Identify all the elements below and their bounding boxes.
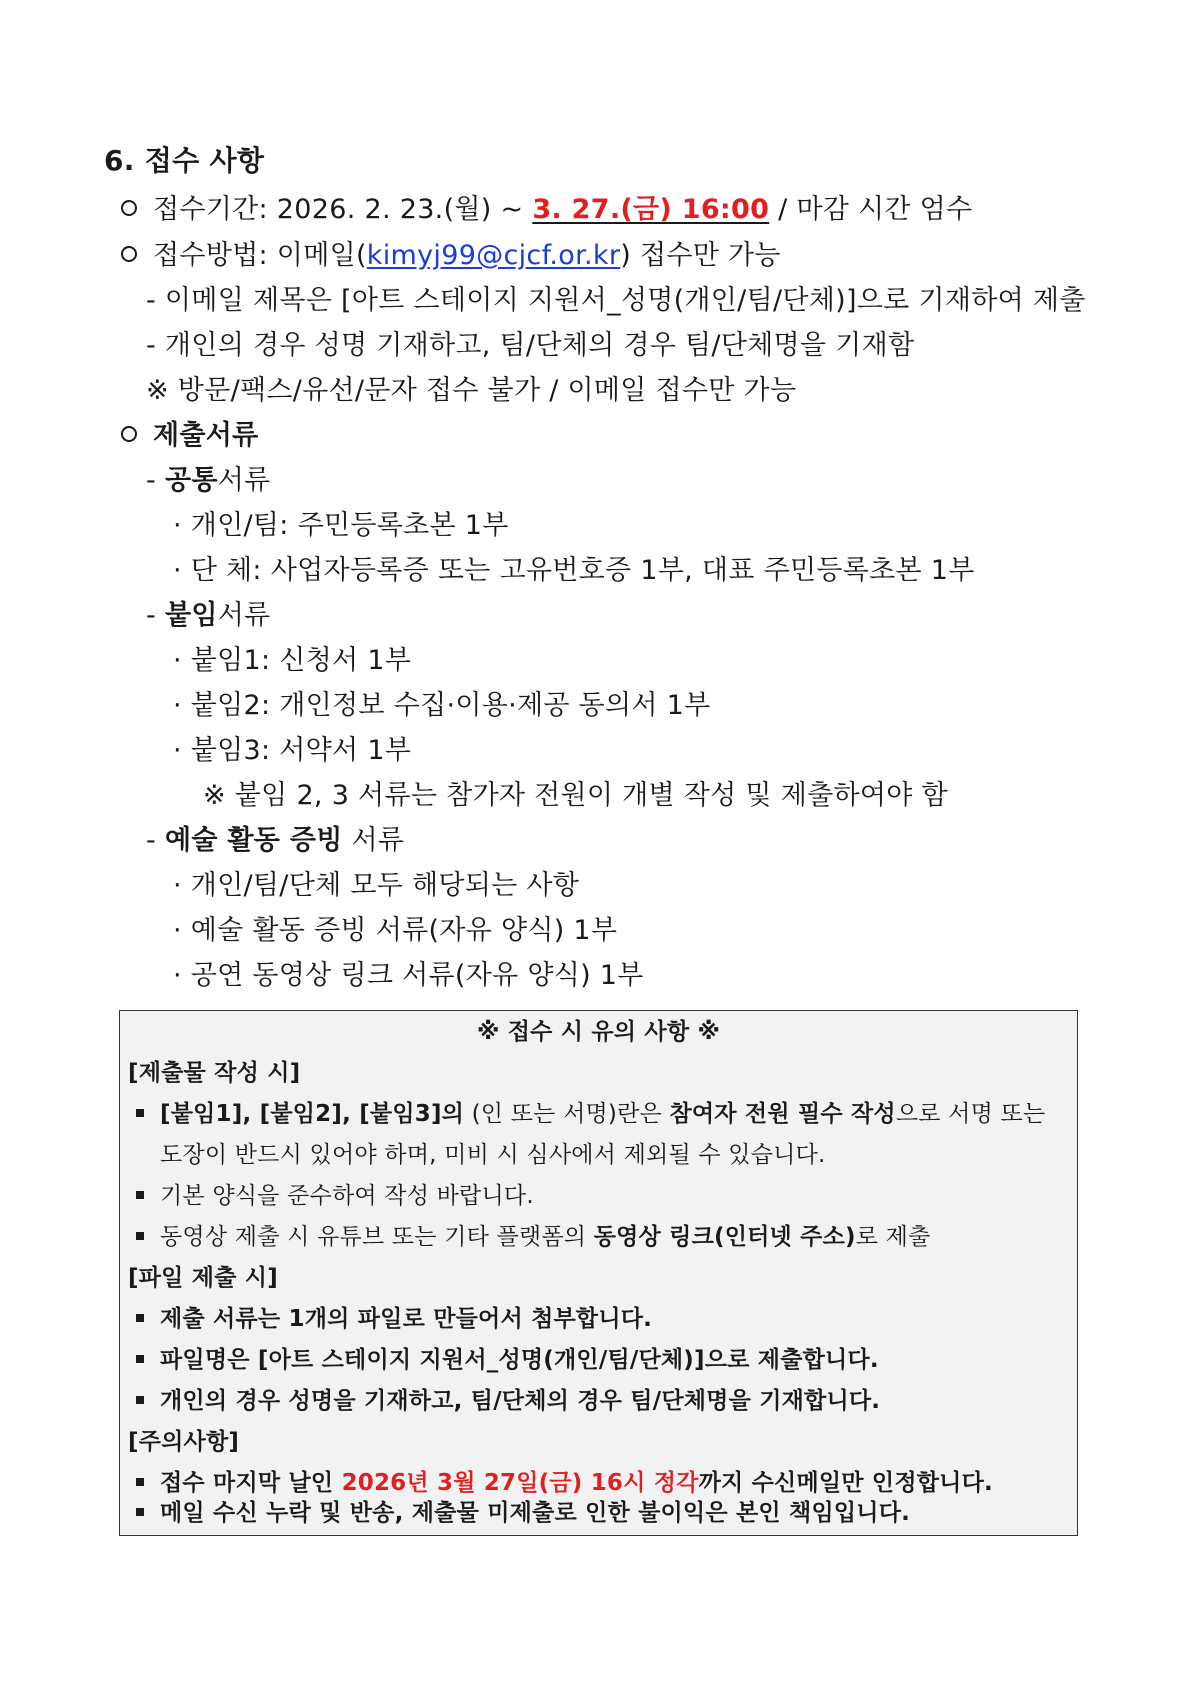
- period-deadline: 3. 27.(금) 16:00: [532, 194, 770, 225]
- attach-bold: 붙임: [164, 600, 218, 631]
- art-bold: 예술 활동 증빙: [164, 825, 343, 856]
- common-bold: 공통: [164, 465, 218, 496]
- period-line: [121, 193, 972, 227]
- file-item-2: [136, 1345, 879, 1375]
- c1-end: 까지 수신메일만 인정합니다.: [698, 1470, 993, 1496]
- square-bullet-icon: [136, 1478, 144, 1486]
- period-label: 접수기간: 2026. 2. 23.(월) ~: [153, 194, 533, 225]
- c1-pre: 접수 마지막 날인: [160, 1470, 342, 1496]
- write-heading: [제출물 작성 시]: [128, 1060, 301, 1086]
- art-item-3: · 공연 동영상 링크 서류(자유 양식) 1부: [173, 960, 644, 991]
- square-bullet-icon: [136, 1109, 144, 1117]
- dash: -: [146, 465, 165, 496]
- caution-item-1: [136, 1468, 993, 1498]
- period-suffix: / 마감 시간 엄수: [769, 194, 973, 225]
- notice-box: [119, 1010, 1078, 1536]
- common-item-1: · 개인/팀: 주민등록초본 1부: [173, 510, 509, 541]
- w1-bold2: 참여자 전원 필수 작성: [669, 1101, 896, 1127]
- section-title: 6. 접수 사항: [104, 144, 265, 177]
- w1-bold: [붙임1], [붙임2], [붙임3]의: [160, 1101, 465, 1127]
- method-line: [121, 239, 781, 273]
- method-sub-1: - 이메일 제목은 [아트 스테이지 지원서_성명(개인/팀/단체)]으로 기재하여 제출: [146, 285, 1086, 316]
- dash: -: [146, 825, 165, 856]
- write-item-2: [136, 1181, 534, 1211]
- docs-title: 제출서류: [153, 420, 259, 451]
- square-bullet-icon: [136, 1232, 144, 1240]
- w3-pre: 동영상 제출 시 유튜브 또는 기타 플랫폼의: [160, 1224, 594, 1250]
- art-rest: 서류: [342, 825, 405, 856]
- method-suffix: ) 접수만 가능: [620, 240, 781, 271]
- file-item-3: [136, 1386, 880, 1416]
- c2-text: 메일 수신 누락 및 반송, 제출물 미제출로 인한 불이익은 본인 책임입니다.: [160, 1500, 911, 1526]
- square-bullet-icon: [136, 1508, 144, 1516]
- common-docs-heading: [146, 464, 270, 498]
- attach-item-1: · 붙임1: 신청서 1부: [173, 645, 412, 676]
- file-heading: [파일 제출 시]: [128, 1265, 278, 1291]
- circle-bullet-icon: [121, 426, 137, 442]
- method-sub-2: - 개인의 경우 성명 기재하고, 팀/단체의 경우 팀/단체명을 기재함: [146, 330, 915, 361]
- attach-docs-heading: [146, 599, 270, 633]
- c1-red: 2026년 3월 27일(금) 16시 정각: [341, 1470, 699, 1496]
- file-item-1: [136, 1304, 652, 1334]
- attach-item-2: · 붙임2: 개인정보 수집·이용·제공 동의서 1부: [173, 690, 711, 721]
- docs-heading: [121, 419, 259, 453]
- w3-end: 로 제출: [855, 1224, 931, 1250]
- square-bullet-icon: [136, 1191, 144, 1199]
- box-title: ※ 접수 시 유의 사항 ※: [476, 1019, 721, 1045]
- write-item-1: [136, 1099, 1045, 1129]
- art-docs-heading: [146, 824, 404, 858]
- w3-bold: 동영상 링크(인터넷 주소): [593, 1224, 856, 1250]
- f1-text: 제출 서류는 1개의 파일로 만들어서 첨부합니다.: [160, 1306, 653, 1332]
- write-item-3: [136, 1222, 930, 1252]
- method-prefix: 접수방법: 이메일(: [153, 240, 367, 271]
- common-item-2: · 단 체: 사업자등록증 또는 고유번호증 1부, 대표 주민등록초본 1부: [173, 555, 975, 586]
- attach-item-3: · 붙임3: 서약서 1부: [173, 735, 412, 766]
- w2-text: 기본 양식을 준수하여 작성 바랍니다.: [160, 1183, 534, 1209]
- circle-bullet-icon: [121, 200, 137, 216]
- square-bullet-icon: [136, 1396, 144, 1404]
- method-note: ※ 방문/팩스/유선/문자 접수 불가 / 이메일 접수만 가능: [146, 375, 797, 406]
- square-bullet-icon: [136, 1314, 144, 1322]
- attach-note: ※ 붙임 2, 3 서류는 참가자 전원이 개별 작성 및 제출하여야 함: [203, 780, 948, 811]
- caution-item-2: [136, 1498, 910, 1528]
- f2-text: 파일명은 [아트 스테이지 지원서_성명(개인/팀/단체)]으로 제출합니다.: [160, 1347, 879, 1373]
- square-bullet-icon: [136, 1355, 144, 1363]
- circle-bullet-icon: [121, 246, 137, 262]
- art-item-1: · 개인/팀/단체 모두 해당되는 사항: [173, 870, 580, 901]
- caution-heading: [주의사항]: [128, 1429, 240, 1455]
- w1-end: 으로 서명 또는: [895, 1101, 1046, 1127]
- common-rest: 서류: [217, 465, 271, 496]
- f3-text: 개인의 경우 성명을 기재하고, 팀/단체의 경우 팀/단체명을 기재합니다.: [160, 1388, 881, 1414]
- write-item-1-cont: 도장이 반드시 있어야 하며, 미비 시 심사에서 제외될 수 있습니다.: [160, 1142, 826, 1168]
- attach-rest: 서류: [217, 600, 271, 631]
- dash: -: [146, 600, 165, 631]
- email-link[interactable]: kimyj99@cjcf.or.kr: [366, 240, 621, 271]
- w1-mid: (인 또는 서명)란은: [464, 1101, 670, 1127]
- art-item-2: · 예술 활동 증빙 서류(자유 양식) 1부: [173, 915, 618, 946]
